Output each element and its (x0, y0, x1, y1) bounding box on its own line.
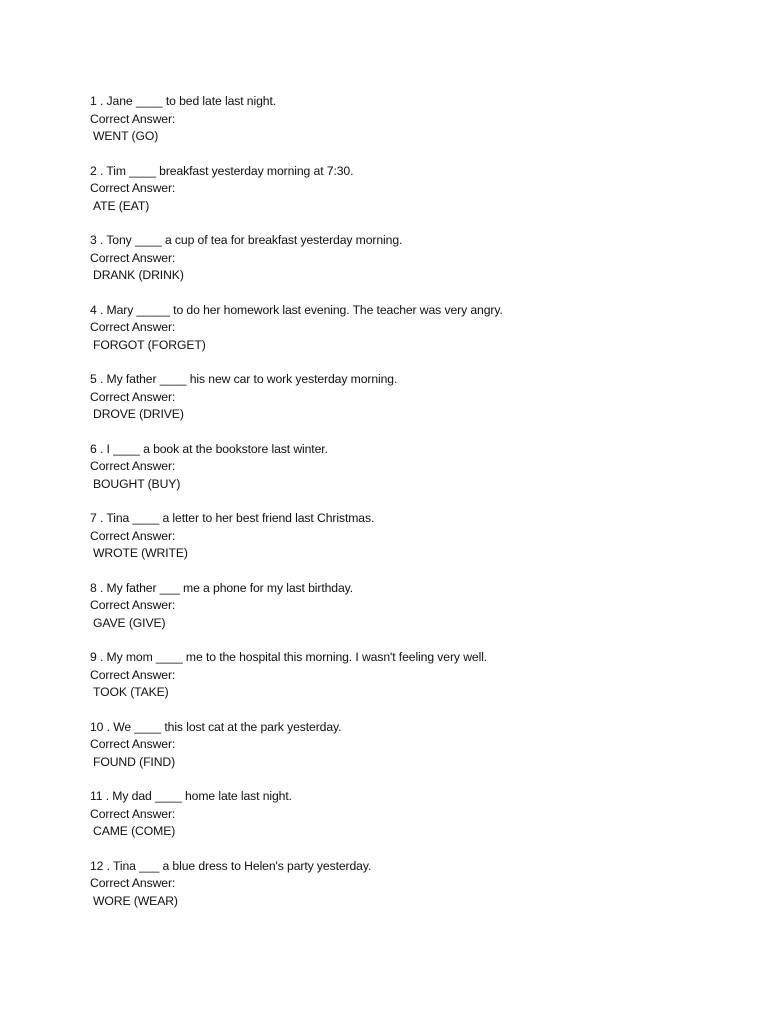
correct-answer-value: DROVE (DRIVE) (93, 407, 184, 421)
question-prompt: 11 . My dad ____ home late last night. (90, 789, 292, 803)
correct-answer-value: WROTE (WRITE) (93, 546, 188, 560)
question-item (90, 580, 730, 650)
correct-answer-label: Correct Answer: (90, 737, 176, 751)
worksheet (90, 93, 730, 927)
question-item (90, 858, 730, 928)
question-item (90, 441, 730, 511)
question-item (90, 510, 730, 580)
correct-answer-value: DRANK (DRINK) (93, 268, 184, 282)
question-item (90, 232, 730, 302)
question-prompt: 6 . I ____ a book at the bookstore last winter. (90, 441, 328, 456)
question-prompt: 9 . My mom ____ me to the hospital this morning. I wasn't feeling very well. (90, 650, 488, 664)
question-prompt: 3 . Tony ____ a cup of tea for breakfast yesterday morning. (90, 233, 403, 247)
correct-answer-value: TOOK (TAKE) (93, 685, 169, 699)
correct-answer-label: Correct Answer: (90, 459, 176, 473)
correct-answer-label: Correct Answer: (90, 320, 176, 334)
question-item (90, 719, 730, 789)
question-prompt: 1 . Jane ____ to bed late last night. (90, 94, 277, 108)
question-prompt: 4 . Mary _____ to do her homework last evening. The teacher was very angry. (90, 302, 503, 317)
correct-answer-label: Correct Answer: (90, 598, 176, 612)
correct-answer-label: Correct Answer: (90, 528, 176, 543)
correct-answer-label: Correct Answer: (90, 667, 176, 682)
question-prompt: 10 . We ____ this lost cat at the park yesterday. (90, 719, 342, 734)
correct-answer-value: CAME (COME) (93, 824, 176, 838)
question-prompt: 2 . Tim ____ breakfast yesterday morning at 7:30. (90, 163, 354, 178)
correct-answer-label: Correct Answer: (90, 111, 176, 126)
question-prompt: 5 . My father ____ his new car to work yesterday morning. (90, 372, 398, 386)
question-prompt: 7 . Tina ____ a letter to her best friend last Christmas. (90, 511, 375, 525)
correct-answer-value: ATE (EAT) (93, 198, 150, 213)
question-item (90, 163, 730, 233)
correct-answer-label: Correct Answer: (90, 806, 176, 821)
correct-answer-label: Correct Answer: (90, 250, 176, 265)
question-item (90, 93, 730, 163)
question-item (90, 302, 730, 372)
correct-answer-value: FOUND (FIND) (93, 754, 176, 769)
correct-answer-label: Correct Answer: (90, 181, 176, 195)
correct-answer-value: BOUGHT (BUY) (93, 476, 181, 491)
correct-answer-label: Correct Answer: (90, 389, 176, 404)
question-prompt: 12 . Tina ___ a blue dress to Helen's party yesterday. (90, 858, 372, 873)
question-item (90, 788, 730, 858)
correct-answer-value: WENT (GO) (93, 129, 159, 143)
question-item (90, 649, 730, 719)
correct-answer-label: Correct Answer: (90, 876, 176, 890)
question-prompt: 8 . My father ___ me a phone for my last birthday. (90, 580, 354, 595)
correct-answer-value: WORE (WEAR) (93, 893, 178, 908)
correct-answer-value: FORGOT (FORGET) (93, 337, 206, 352)
correct-answer-value: GAVE (GIVE) (93, 615, 166, 630)
question-item (90, 371, 730, 441)
